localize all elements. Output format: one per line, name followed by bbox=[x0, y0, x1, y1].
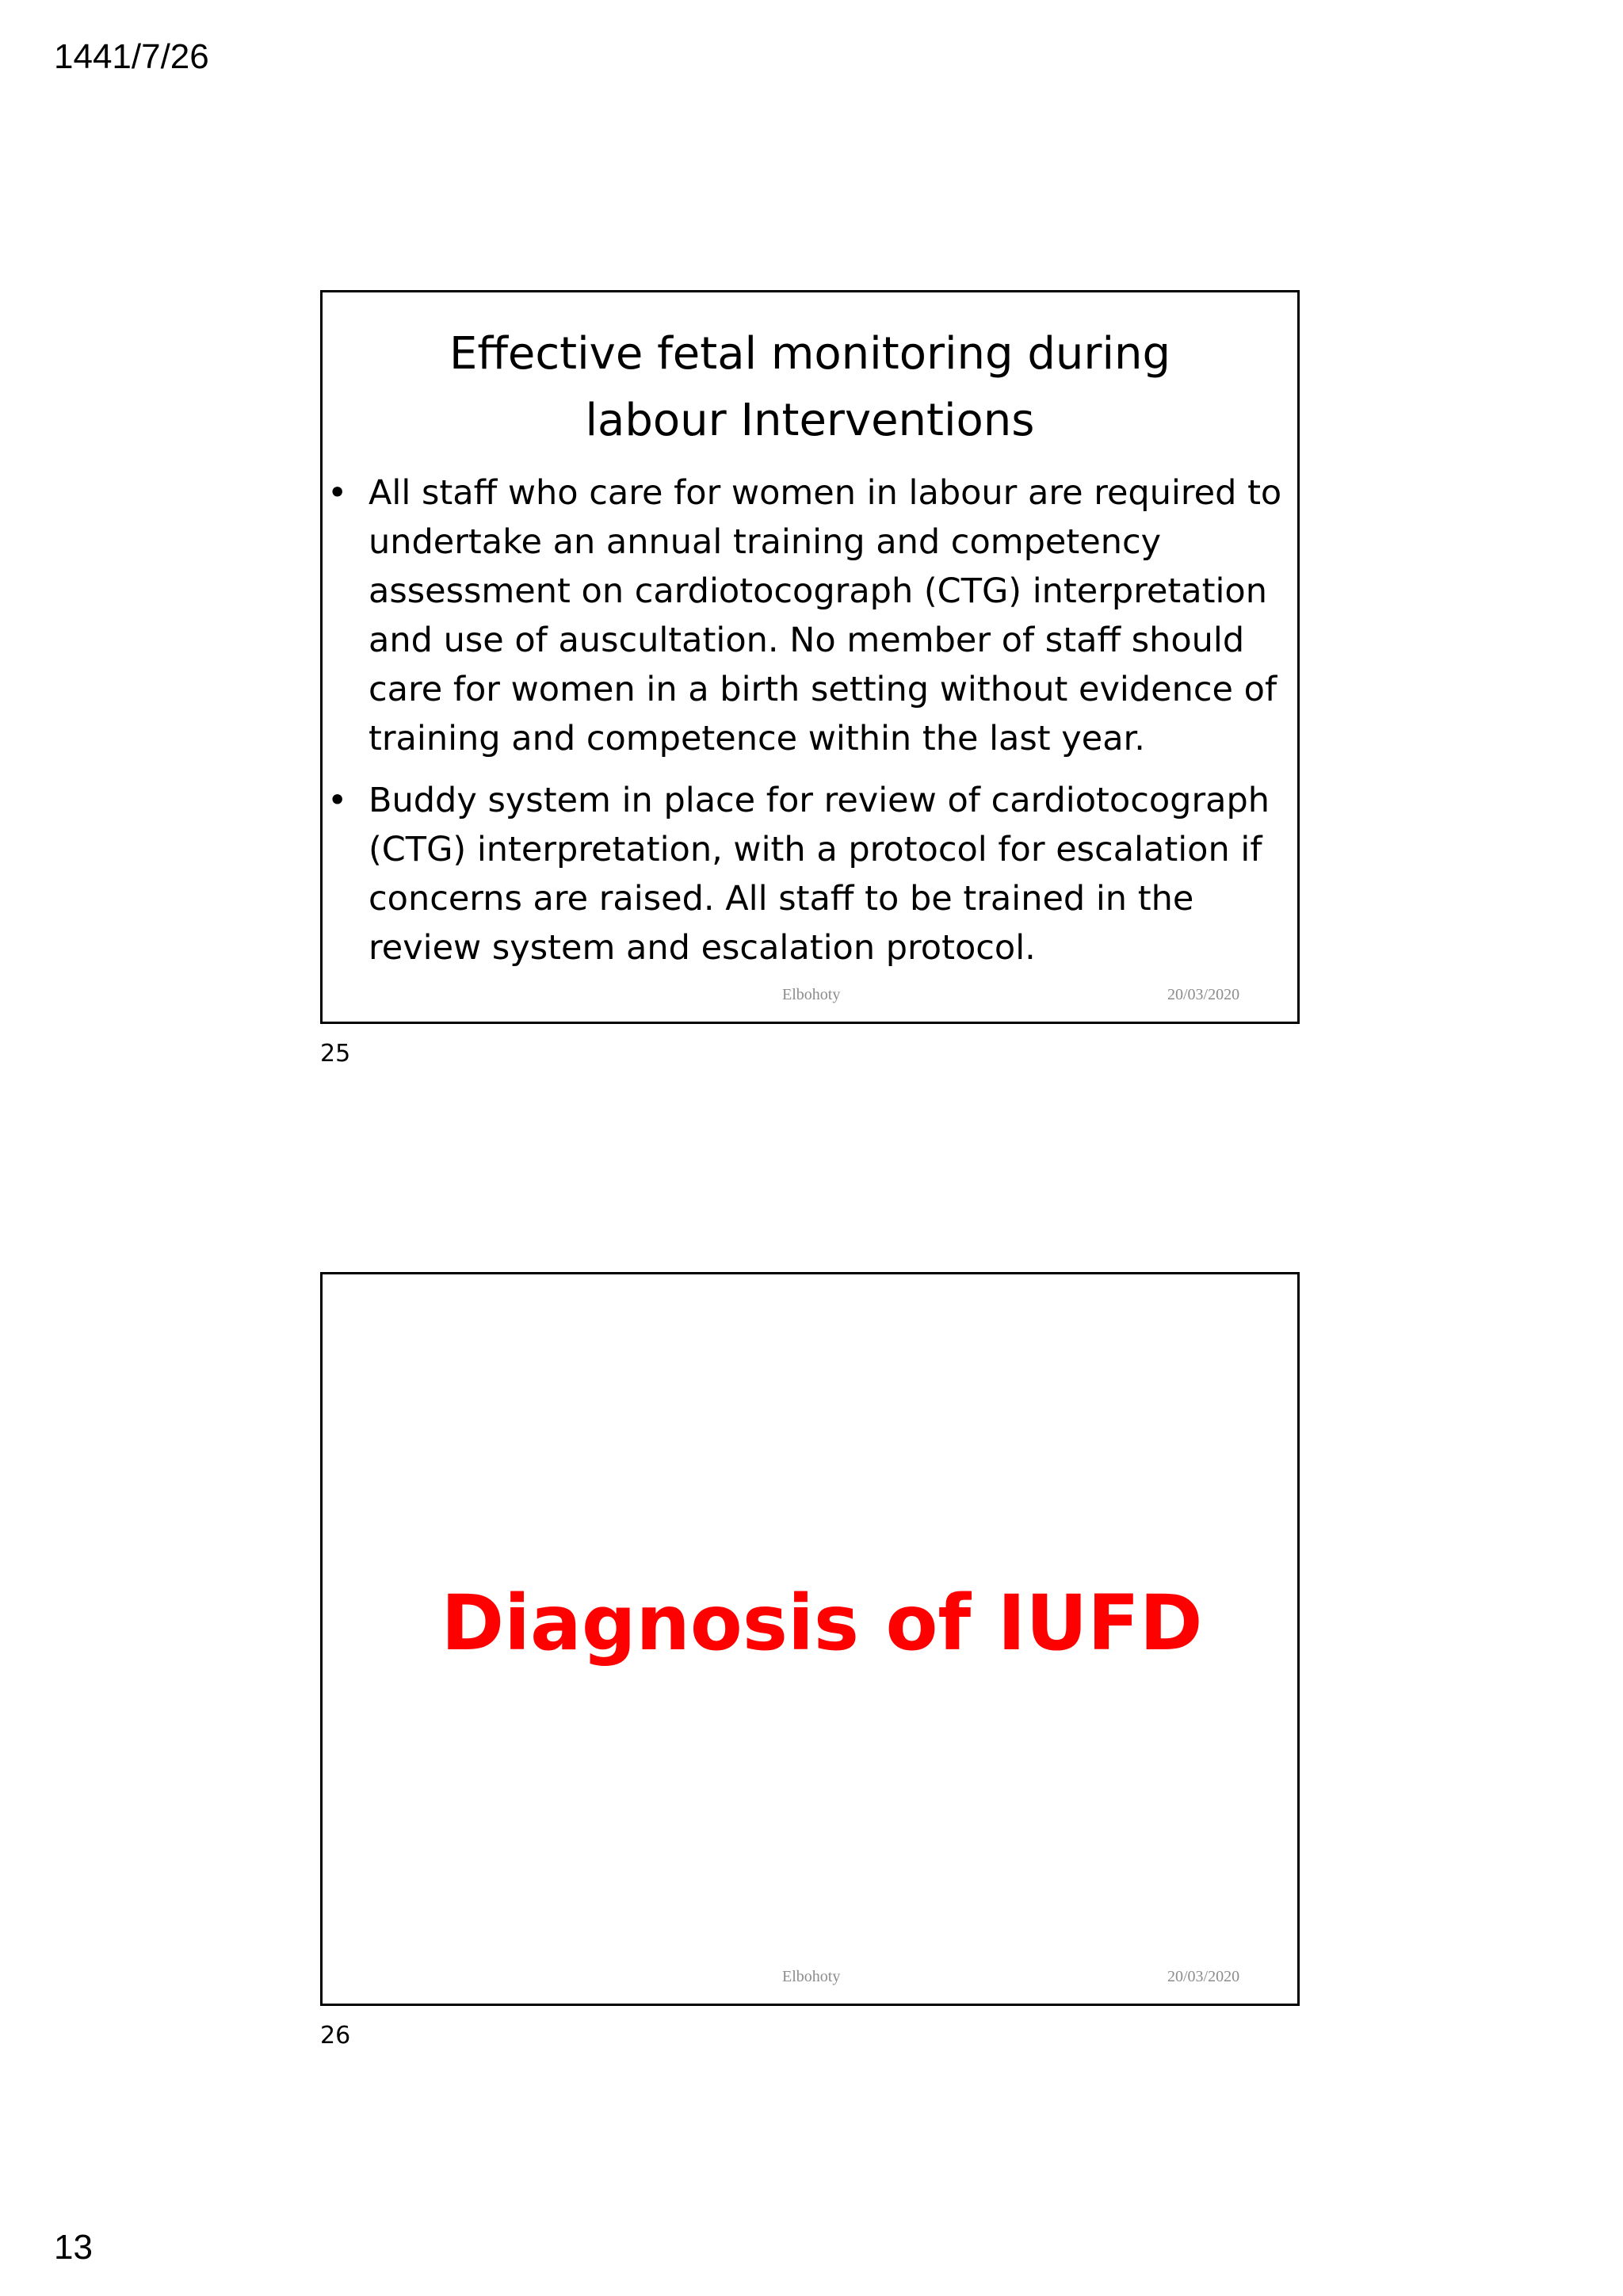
slide-number: 25 bbox=[320, 1040, 351, 1068]
slide-title bbox=[323, 321, 1297, 454]
slide-title-line-1: Effective fetal monitoring during bbox=[449, 328, 1171, 380]
bullet-item bbox=[327, 776, 1285, 972]
slide-footer-date: 20/03/2020 bbox=[1167, 986, 1240, 1003]
page-number: 13 bbox=[54, 2228, 93, 2267]
slide-footer-date: 20/03/2020 bbox=[1167, 1968, 1240, 1985]
slide-footer-author: Elbohoty bbox=[782, 1968, 841, 1985]
slide-number: 26 bbox=[320, 2022, 351, 2050]
bullet-icon: • bbox=[327, 781, 348, 820]
slide-title: Diagnosis of IUFD bbox=[441, 1579, 1203, 1668]
slide-26 bbox=[320, 1272, 1300, 2006]
bullet-item bbox=[327, 468, 1285, 763]
bullet-icon: • bbox=[327, 473, 348, 513]
slide-25 bbox=[320, 290, 1300, 1024]
bullet-text: Buddy system in place for review of cardiotocograph (CTG) interpretation, with a protocol for escalation if concerns are raised. All staff to be trained in the review system and escalation protocol. bbox=[369, 781, 1270, 968]
page-date: 1441/7/26 bbox=[54, 37, 209, 76]
slide-footer-author: Elbohoty bbox=[782, 986, 841, 1003]
bullet-text: All staff who care for women in labour are required to undertake an annual training and competency assessment on cardiotocograph (CTG) interpretation and use of auscultation. No member of staff should care for women in a birth setting without evidence of training and competence within the last year. bbox=[369, 473, 1282, 758]
slide-title-line-2: labour Interventions bbox=[585, 395, 1035, 446]
bullet-list bbox=[327, 468, 1285, 985]
